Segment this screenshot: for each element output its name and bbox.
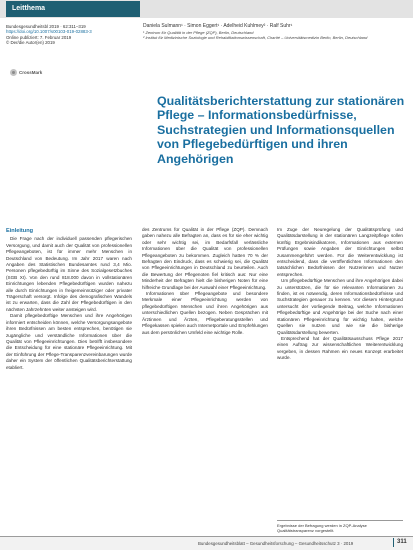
article-title: Qualitätsberichterstattung zur stationären Pflege – Informationsbedürfnisse, Suchstrategien und Informationsquellen von Pflegebedürftigen und ihren Angehörigen <box>157 94 405 166</box>
body-paragraph: Damit pflegebedürftige Menschen und ihre Angehörigen informiert entscheiden können, welche Versorgungsangebote ihren Bedürfnissen am besten entsprechen, benötigen sie zugängliche und verständliche Informationen über die Qualität von Pflegeeinrichtungen. Dies betrifft insbesondere die Entscheidung für eine stationäre Pflegeeinrichtung. Mit der Einführung der Pflege-Transparenzvereinbarungen wurde daher ein System der öffentlichen Qualitätsberichterstattung etabliert. <box>6 313 132 370</box>
section-heading-einleitung: Einleitung <box>6 228 34 234</box>
footnote: Ergebnisse der Befragung werden in ZQP-Analyse Qualitätstransparenz vorgestellt. <box>277 520 403 533</box>
journal-citation: Bundesgesundheitsbl 2019 · 62:311–319 <box>6 24 86 29</box>
text-column-3 <box>277 227 403 518</box>
crossmark-icon <box>10 69 17 76</box>
published-date: Online publiziert: 7. Februar 2019 <box>6 34 72 40</box>
body-paragraph: Um pflegebedürftige Menschen und ihre Angehörigen dabei zu unterstützen, die für sie relevanten Informationen zu finden, ist es notwendig, deren Informationsbedürfnisse und Suchstrategien genauer zu kennen. Vor diesem Hintergrund untersucht der vorliegende Beitrag, welche Informationen Pflegebedürftige und Angehörige bei der Suche nach einer stationären Pflegeeinrichtung für wichtig halten, welche Quellen sie nutzen und wie sie die bisherige Qualitätsdarstellung bewerten. <box>277 278 403 335</box>
body-paragraph: Die Frage nach der individuell passenden pflegerischen Versorgung, und damit auch der Qualität von professionellen Pflegeangeboten, ist für immer mehr Menschen in Deutschland von Bedeutung. Im Jahr 2017 waren nach Angaben des Statistischen Bundesamtes rund 3,4 Mio. Personen pflegebedürftig im Sinne des Sozialgesetzbuches (SGB XI). Von den rund 818.000 davon in vollstationären Einrichtungen lebenden Pflegebedürftigen wurden nahezu alle durch Einrichtungen in freigemeinnütziger oder privater Trägerschaft versorgt. Infolge des demografischen Wandels ist zu erwarten, dass die Zahl der Pflegebedürftigen in den nächsten Jahrzehnten weiter ansteigen wird. <box>6 236 132 312</box>
footer-divider <box>0 536 413 537</box>
article-metadata <box>6 24 142 45</box>
body-paragraph: Im Zuge der Neuregelung der Qualitätsprüfung und Qualitätsdarstellung in der stationären Langzeitpflege sollen künftig Ergebnisindikatoren, Informationen aus externen Prüfungen sowie Angaben der Einrichtungen selbst zusammengeführt werden. Für die Weiterentwicklung ist entscheidend, dass die veröffentlichten Informationen den tatsächlichen Bedürfnissen der Nutzerinnen und Nutzer entsprechen. <box>277 227 403 277</box>
affiliations <box>143 30 405 40</box>
crossmark-label: CrossMark <box>19 70 43 75</box>
text-column-2 <box>142 227 268 518</box>
affiliation-2: ² Institut für Medizinische Soziologie und Rehabilitationswissenschaft, Charité – Universitätsmedizin Berlin, Berlin, Deutschland <box>143 35 368 40</box>
copyright-line: © Der/die Autor(en) 2019 <box>6 39 55 45</box>
page-number-marker <box>393 538 394 547</box>
text-column-1 <box>6 228 132 518</box>
body-paragraph: des Zentrums für Qualität in der Pflege (ZQP). Demnach gaben nahezu alle Befragten an, dass es für sie eher wichtig oder sehr wichtig sei, im Bedarfsfall verlässliche Informationen über die Qualität von professionellen Pflegeangeboten zu bekommen. Zugleich hatten 70 % der Befragten den Eindruck, dass es schwierig sei, die Qualität von Pflegeeinrichtungen in Deutschland zu beurteilen. Auch die Bewertung der Pflegenoten fiel kritisch aus: Nur eine Minderheit der Befragten hielt die bisherigen Noten für eine hilfreiche Grundlage bei der Auswahl einer Pflegeeinrichtung. <box>142 227 268 290</box>
affiliation-1: ¹ Zentrum für Qualität in der Pflege (ZQP), Berlin, Deutschland <box>143 30 254 35</box>
crossmark-badge[interactable] <box>10 69 42 76</box>
body-paragraph: Entsprechend hat der Qualitätsausschuss Pflege 2017 einen Auftrag zur wissenschaftlichen Weiterentwicklung vergeben, in dessen Rahmen ein neues Konzept erarbeitet wurde. <box>277 335 403 361</box>
page-number: 311 <box>397 539 407 545</box>
footer-journal-name: Bundesgesundheitsblatt – Gesundheitsforschung – Gesundheitsschutz 3 · 2019 <box>198 541 354 546</box>
section-banner <box>0 0 413 18</box>
section-tag: Leitthema <box>6 1 140 17</box>
author-list: Daniela Sulmann¹ · Simon Eggert¹ · Adelheid Kuhlmey² · Ralf Suhr¹ <box>143 23 293 29</box>
doi-link[interactable]: https://doi.org/10.1007/s00103-019-02883-3 <box>6 29 92 35</box>
body-paragraph: Informationen über Pflegeangebote und besondere Merkmale einer Pflegeeinrichtung werden von pflegebedürftigen Menschen und ihren Angehörigen aus unterschiedlichen Quellen bezogen. Neben Gesprächen mit Ärztinnen und Ärzten, Pflegeberatungsstellen und Pflegekassen spielen auch Internetportale und Empfehlungen aus dem persönlichen Umfeld eine wichtige Rolle. <box>142 291 268 335</box>
